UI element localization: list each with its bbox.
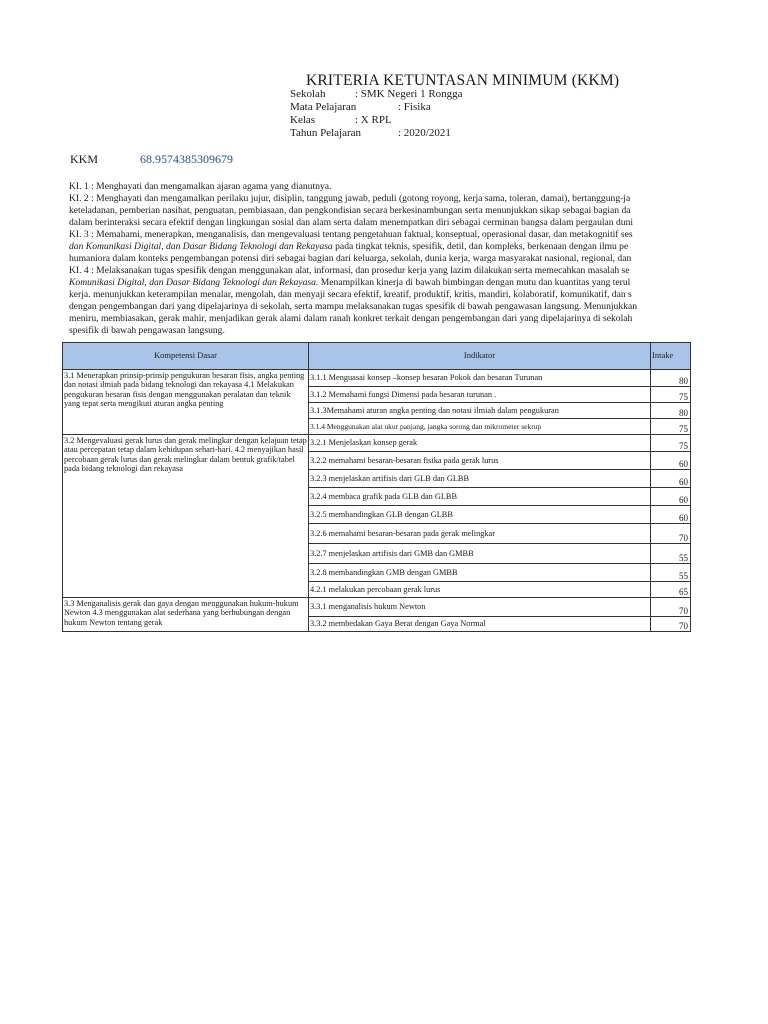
kkm-label: KKM <box>70 152 99 166</box>
ki-4-line-6: spesifik di bawah pengawasan langsung. <box>69 325 225 336</box>
header-indikator: Indikator <box>309 343 651 370</box>
intake-cell: 70 <box>651 524 691 544</box>
table-row <box>63 370 691 387</box>
ki-2-line-3: dalam berinteraksi secara efektif dengan lingkungan sosial dan alam serta dalam menempatkan diri sebagai cerminan bangsa dalam pergaulan duni <box>69 217 634 228</box>
kd-3-3: 3.3 Menganalisis gerak dan gaya dengan menggunakan hukum-hukum Newton 4.3 menggunakan alat sederhana yang berhubungan dengan hukum Newton tentang gerak <box>63 598 309 632</box>
indicator-cell: 3.3.1 menganalisis hukum Newton <box>309 598 651 617</box>
ki-4-rest: Menampilkan kinerja di bawah bimbingan dengan mutu dan kuantitas yang terul <box>318 277 631 288</box>
ki-2-line-1: KI. 2 : Menghayati dan mengamalkan perilaku jujur, disiplin, tanggung jawab, peduli (gotong royong, kerja sama, toleran, damai), bertanggung-ja <box>69 193 631 204</box>
indicator-cell: 3.2.5 membandingkan GLB dengan GLBB <box>309 506 651 524</box>
year-label: Tahun Pelajaran <box>290 127 362 139</box>
intake-cell: 70 <box>651 617 691 632</box>
intake-cell: 55 <box>651 544 691 564</box>
table-row <box>63 598 691 617</box>
indicator-cell: 3.1.3Memahami aturan angka penting dan notasi ilmiah dalam pengukuran <box>309 403 651 419</box>
ki-3-line-2 <box>69 241 628 252</box>
ki-4-line-2 <box>69 277 630 288</box>
header-kompetensi-dasar: Kompetensi Dasar <box>63 343 309 370</box>
intake-cell: 55 <box>651 564 691 582</box>
intake-cell: 60 <box>651 506 691 524</box>
indicator-cell: 3.2.8 membandingkan GMB dengan GMBB <box>309 564 651 582</box>
class-label: Kelas <box>290 114 316 126</box>
kd-3-2: 3.2 Mengevaluasi gerak lurus dan gerak melingkar dengan kelajuan tetap atau percepatan tetap dalam kehidupan sehari-hari. 4.2 menyajikan hasil percobaan gerak lurus dan gerak melingkar dalam bentuk grafik/tabel pada bidang teknologi dan rekayasa <box>63 435 309 598</box>
intake-cell: 75 <box>651 419 691 435</box>
intake-cell: 75 <box>651 435 691 452</box>
ki-3-line-1: KI. 3 : Memahami, menerapkan, menganalisis, dan mengevaluasi tentang pengetahuan faktual, konseptual, operasional dasar, dan metakognitif ses <box>69 229 633 240</box>
subject-label: Mata Pelajaran <box>290 101 357 113</box>
indicator-cell: 3.2.4 membaca grafik pada GLB dan GLBB <box>309 488 651 506</box>
header-intake: Intake <box>651 343 691 370</box>
kkm-value: 68.9574385309679 <box>140 152 233 166</box>
table-row <box>63 435 691 452</box>
table-header-row <box>63 343 691 370</box>
indicator-cell: 3.2.1 Menjelaskan konsep gerak <box>309 435 651 452</box>
indicator-cell: 3.1.4 Menggunakan alat ukur panjang, jangka sorong dan mikrometer sekrup <box>309 419 651 435</box>
intake-cell: 65 <box>651 582 691 598</box>
page-right-clip <box>690 180 768 640</box>
ki-3-italic: dan Komunikasi Digital, dan Dasar Bidang Teknologi dan Rekayasa <box>69 241 333 252</box>
intake-cell: 60 <box>651 488 691 506</box>
school-value: : SMK Negeri 1 Rongga <box>355 88 463 100</box>
indicator-cell: 3.2.6 memahami besaran-besaran pada gerak melingkar <box>309 524 651 544</box>
ki-2-line-2: keteladanan, pemberian nasihat, penguatan, pembiasaan, dan pengkondisian secara berkesinambungan serta menunjukkan sikap sebagai bagian da <box>69 205 631 216</box>
ki-4-line-3: kerja. menunjukkan keterampilan menalar, mengolah, dan menyaji secara efektif, kreatif, produktif, kritis, mandiri, kolaboratif, komunikatif, dan s <box>69 289 632 300</box>
ki-4-line-4: dengan pengembangan dari yang dipelajarinya di sekolah, serta mampu melaksanakan tugas spesifik di bawah pengawasan langsung. Menunjukkan <box>69 301 637 312</box>
school-label: Sekolah <box>290 88 326 100</box>
intake-cell: 60 <box>651 452 691 470</box>
ki-3-rest: pada tingkat teknis, spesifik, detil, dan kompleks, berkenaan dengan ilmu pe <box>332 241 629 252</box>
ki-1: KI. 1 : Menghayati dan mengamalkan ajaran agama yang dianutnya. <box>69 181 332 192</box>
ki-3-line-3: humaniora dalam konteks pengembangan potensi diri sebagai bagian dari keluarga, sekolah, dunia kerja, warga masyarakat nasional, regional, dan <box>69 253 632 264</box>
indicator-cell: 3.2.3 menjelaskan artifisis dari GLB dan GLBB <box>309 470 651 488</box>
ki-4-line-5: meniru, membiasakan, gerak mahir, menjadikan gerak alami dalam ranah konkret terkait dengan pengembangan dari yang dipelajarinya di sekolah <box>69 313 633 324</box>
indicator-cell: 3.2.2 memahami besaran-besaran fisika pada gerak lurus <box>309 452 651 470</box>
subject-value: : Fisika <box>398 101 431 113</box>
indicator-cell: 4.2.1 melakukan percobaan gerak lurus <box>309 582 651 598</box>
document-title: KRITERIA KETUNTASAN MINIMUM (KKM) <box>306 72 620 89</box>
indicator-cell: 3.2.7 menjelaskan artifisis dari GMB dan GMBB <box>309 544 651 564</box>
year-value: : 2020/2021 <box>398 127 451 139</box>
indicator-cell: 3.1.1 Menguasai konsep –konsep besaran Pokok dan besaran Turunan <box>309 370 651 387</box>
indicator-cell: 3.1.2 Memahami fungsi Dimensi pada besaran turunan . <box>309 387 651 403</box>
indicator-cell: 3.3.2 membedakan Gaya Berat dengan Gaya Normal <box>309 617 651 632</box>
intake-cell: 80 <box>651 370 691 387</box>
ki-4-line-1: KI. 4 : Melaksanakan tugas spesifik dengan menggunakan alat, informasi, dan prosedur kerja yang lazim dilakukan serta memecahkan masalah se <box>69 265 630 276</box>
kd-3-1: 3.1 Menerapkan prinsip-prinsip pengukuran besaran fisis, angka penting dan notasi ilmiah pada bidang teknologi dan rekayasa 4.1 Melakukan pengukuran besaran fisis dengan menggunakan peralatan dan teknik yang tepat serta mengikuti aturan angka penting <box>63 370 309 435</box>
ki-4-italic: Komunikasi Digital, dan Dasar Bidang Teknologi dan Rekayasa. <box>69 277 319 288</box>
intake-cell: 60 <box>651 470 691 488</box>
intake-cell: 80 <box>651 403 691 419</box>
class-value: : X RPL <box>355 114 392 126</box>
intake-cell: 75 <box>651 387 691 403</box>
kkm-table <box>62 342 691 632</box>
intake-cell: 70 <box>651 598 691 617</box>
